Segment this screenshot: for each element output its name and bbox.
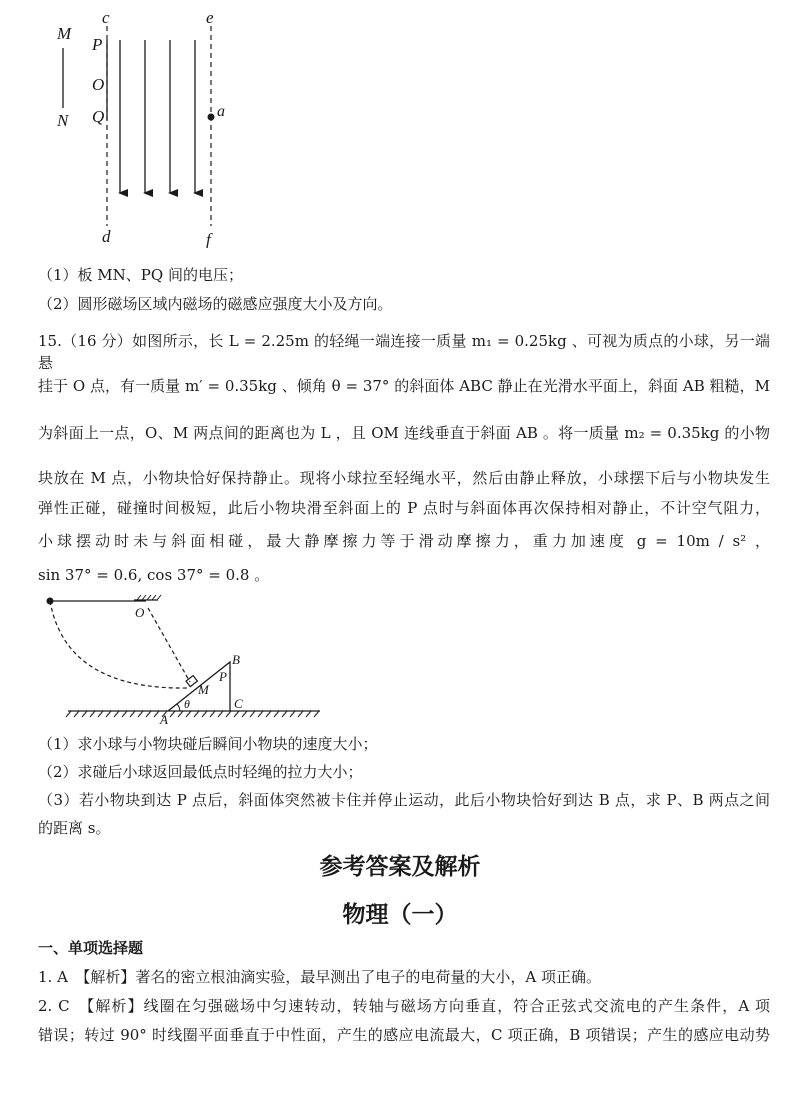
label-a: a — [217, 103, 225, 120]
answers-title: 参考答案及解析 — [319, 853, 481, 880]
label-f: f — [206, 230, 211, 248]
swing-arc — [50, 601, 188, 688]
q15-line-2: 挂于 O 点，有一质量 m′ = 0.35kg 、倾角 θ = 37° 的斜面体 ABC 静止在光滑水平面上，斜面 AB 粗糙，M — [38, 377, 770, 395]
q15-part-3: （3）若小物块到达 P 点后，斜面体突然被卡住并停止运动，此后小物块恰好到达 B 点，求 P、B 两点之间 — [38, 791, 770, 809]
answer-2: 2. C 【解析】线圈在匀强磁场中匀速转动，转轴与磁场方向垂直，符合正弦式交流电的产生条件，A 项 — [38, 997, 770, 1015]
label-e: e — [206, 8, 214, 27]
label-m: M — [198, 682, 209, 697]
q14-part-1: （1）板 MN、PQ 间的电压； — [38, 266, 243, 284]
q15-part-2: （2）求碰后小球返回最低点时轻绳的拉力大小； — [38, 763, 363, 781]
q15-part-3-cont: 的距离 s。 — [38, 819, 111, 837]
q15-line-7: sin 37° = 0.6, cos 37° = 0.8 。 — [38, 566, 270, 584]
answer-1: 1. A 【解析】著名的密立根油滴实验，最早测出了电子的电荷量的大小，A 项正确。 — [38, 968, 602, 986]
q15-part-1: （1）求小球与小物块碰后瞬间小物块的速度大小； — [38, 735, 378, 753]
point-a — [208, 114, 215, 121]
label-p: P — [92, 35, 103, 54]
ground-hatch — [66, 711, 319, 717]
line-om — [148, 608, 190, 682]
label-a: A — [160, 712, 168, 727]
label-c: C — [234, 696, 243, 711]
q15-line-5: 弹性正碰，碰撞时间极短，此后小物块滑至斜面上的 P 点时与斜面体再次保持相对静止，不计空气阻力， — [38, 499, 770, 517]
label-m: M — [57, 24, 72, 43]
label-o: O — [92, 75, 105, 94]
pivot-hatch — [137, 595, 161, 600]
label-o: O — [135, 605, 145, 620]
q15-line-6: 小球摆动时未与斜面相碰，最大静摩擦力等于滑动摩擦力，重力加速度 g = 10m / s² ， — [38, 532, 770, 550]
label-q: Q — [92, 107, 105, 126]
label-p: P — [219, 669, 227, 684]
figure-pendulum-incline — [38, 590, 338, 730]
figure-capacitor-field — [40, 8, 250, 248]
q14-part-2: （2）圆形磁场区域内磁场的磁感应强度大小及方向。 — [38, 295, 393, 313]
label-n: N — [57, 111, 69, 130]
label-c: c — [102, 8, 110, 27]
q15-line-1: 15.（16 分）如图所示，长 L = 2.25m 的轻绳一端连接一质量 m₁ = 0.25kg 、可视为质点的小球，另一端悬 — [38, 332, 770, 372]
label-theta: θ — [184, 697, 190, 711]
q15-line-4: 块放在 M 点，小物块恰好保持静止。现将小球拉至轻绳水平，然后由静止释放，小球摆下后与小物块发生 — [38, 469, 770, 487]
q15-line-3: 为斜面上一点，O、M 两点间的距离也为 L ，且 OM 连线垂直于斜面 AB 。将一质量 m₂ = 0.35kg 的小物 — [38, 424, 770, 442]
answer-2-cont: 错误；转过 90° 时线圈平面垂直于中性面，产生的感应电流最大，C 项正确，B 项错误；产生的感应电动势 — [38, 1026, 770, 1044]
section-heading: 一、单项选择题 — [38, 939, 144, 957]
label-b: B — [232, 652, 240, 667]
label-d: d — [102, 227, 111, 246]
answers-subtitle: 物理（一） — [342, 901, 458, 928]
angle-arc — [177, 704, 180, 711]
